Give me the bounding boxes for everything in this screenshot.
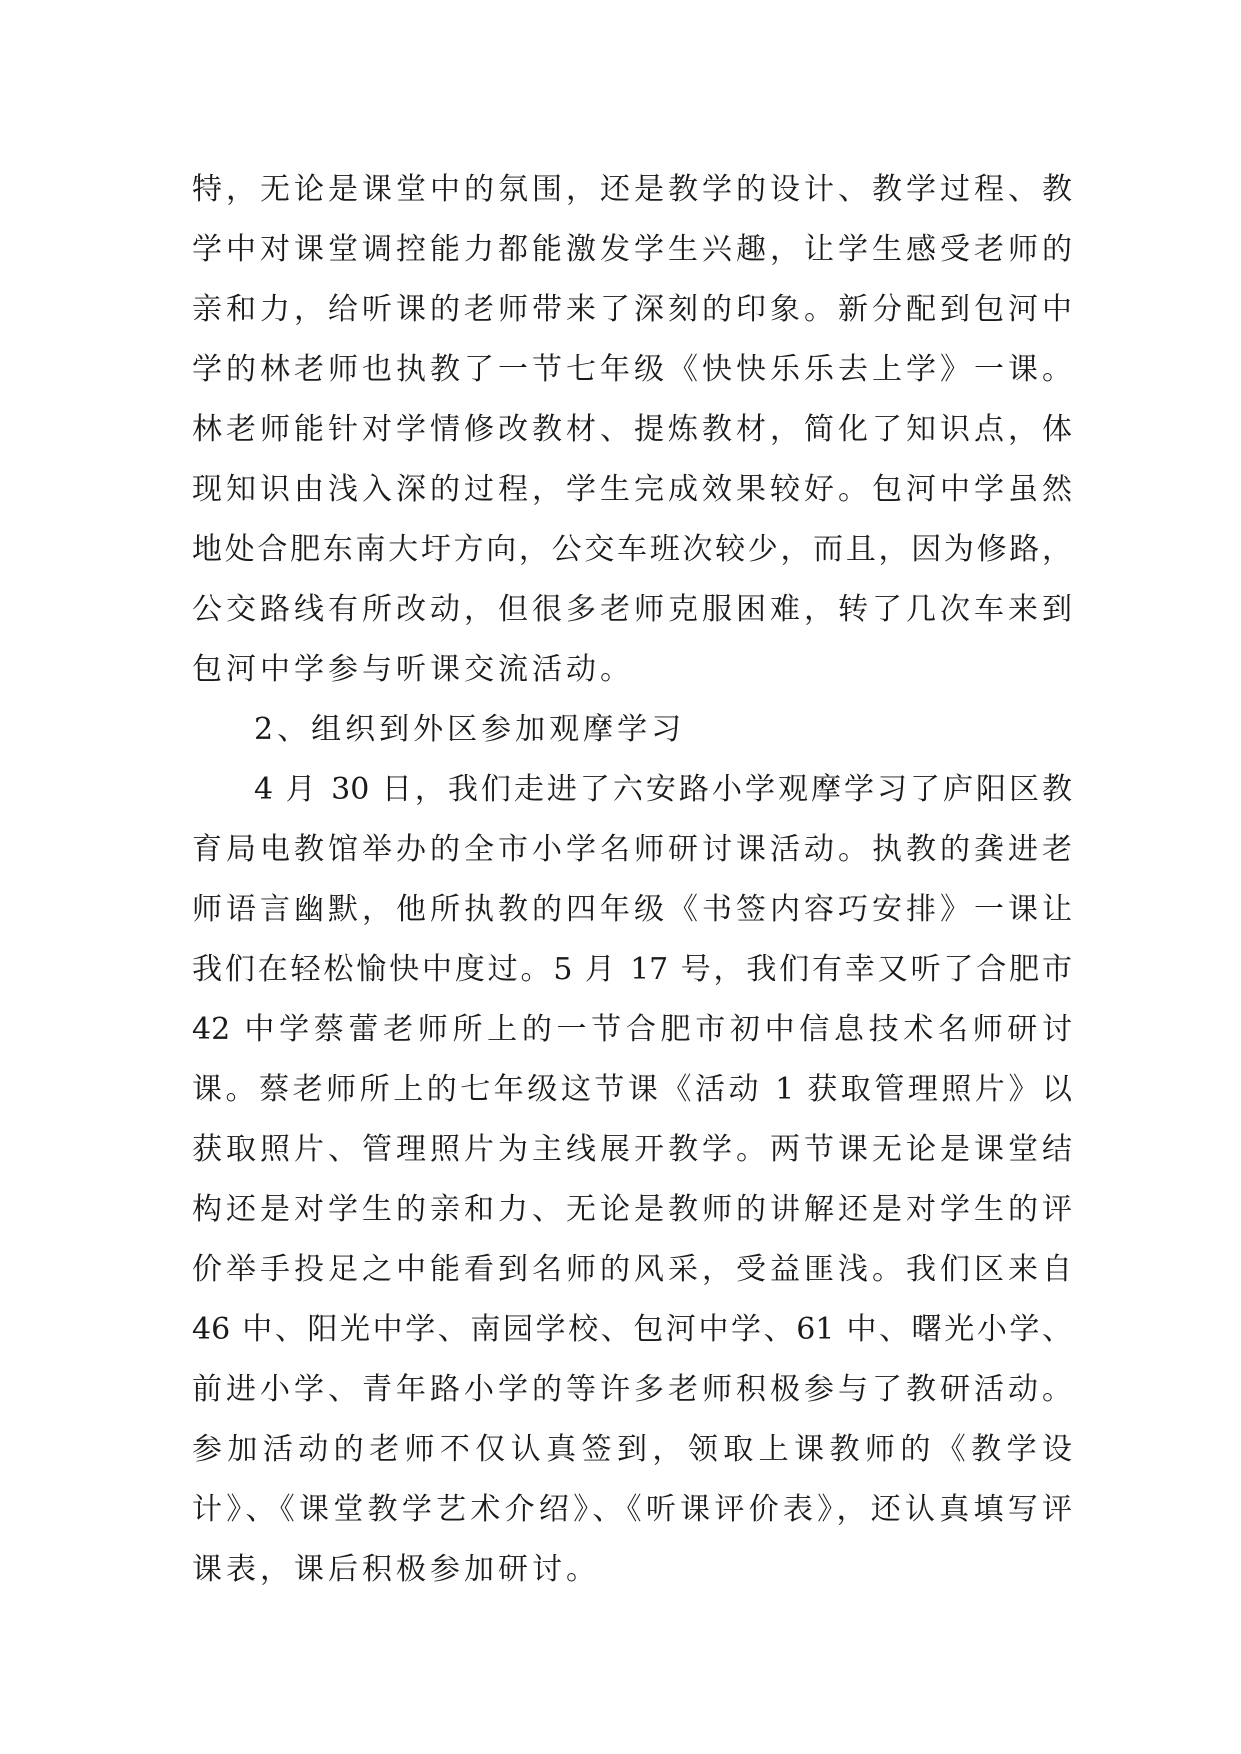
text-line: 育局电教馆举办的全市小学名师研讨课活动。执教的龚进老 [192, 832, 1072, 867]
text-line: 公交路线有所改动，但很多老师克服困难，转了几次车来到 [192, 592, 1072, 627]
text-line: 计》、《课堂教学艺术介绍》、《听课评价表》，还认真填写评 [192, 1492, 1072, 1527]
text-line: 特，无论是课堂中的氛围，还是教学的设计、教学过程、教 [192, 172, 1072, 207]
text-line: 获取照片、管理照片为主线展开教学。两节课无论是课堂结 [192, 1132, 1072, 1167]
text-line: 亲和力，给听课的老师带来了深刻的印象。新分配到包河中 [192, 292, 1072, 327]
text-line: 课表，课后积极参加研讨。 [192, 1552, 600, 1587]
text-line: 课。蔡老师所上的七年级这节课《活动 1 获取管理照片》以 [192, 1072, 1072, 1107]
text-line: 学的林老师也执教了一节七年级《快快乐乐去上学》一课。 [192, 352, 1072, 387]
body-text [192, 160, 1072, 1600]
text-line: 包河中学参与听课交流活动。 [192, 652, 634, 687]
text-line: 价举手投足之中能看到名师的风采，受益匪浅。我们区来自 [192, 1252, 1072, 1287]
text-line: 构还是对学生的亲和力、无论是教师的讲解还是对学生的评 [192, 1192, 1072, 1227]
text-line: 参加活动的老师不仅认真签到，领取上课教师的《教学设 [192, 1432, 1072, 1467]
text-line: 师语言幽默，他所执教的四年级《书签内容巧安排》一课让 [192, 892, 1072, 927]
text-line: 4 月 30 日，我们走进了六安路小学观摩学习了庐阳区教 [254, 772, 1072, 807]
text-line: 42 中学蔡蕾老师所上的一节合肥市初中信息技术名师研讨 [192, 1012, 1072, 1047]
text-line: 前进小学、青年路小学的等许多老师积极参与了教研活动。 [192, 1372, 1072, 1407]
text-line: 地处合肥东南大圩方向，公交车班次较少，而且，因为修路， [192, 532, 1072, 567]
text-line: 林老师能针对学情修改教材、提炼教材，简化了知识点，体 [192, 412, 1072, 447]
text-line: 46 中、阳光中学、南园学校、包河中学、61 中、曙光小学、 [192, 1312, 1072, 1347]
text-line: 我们在轻松愉快中度过。5 月 17 号，我们有幸又听了合肥市 [192, 952, 1072, 987]
text-line: 学中对课堂调控能力都能激发学生兴趣，让学生感受老师的 [192, 232, 1072, 267]
text-line: 2、组织到外区参加观摩学习 [254, 712, 686, 747]
text-line: 现知识由浅入深的过程，学生完成效果较好。包河中学虽然 [192, 472, 1072, 507]
